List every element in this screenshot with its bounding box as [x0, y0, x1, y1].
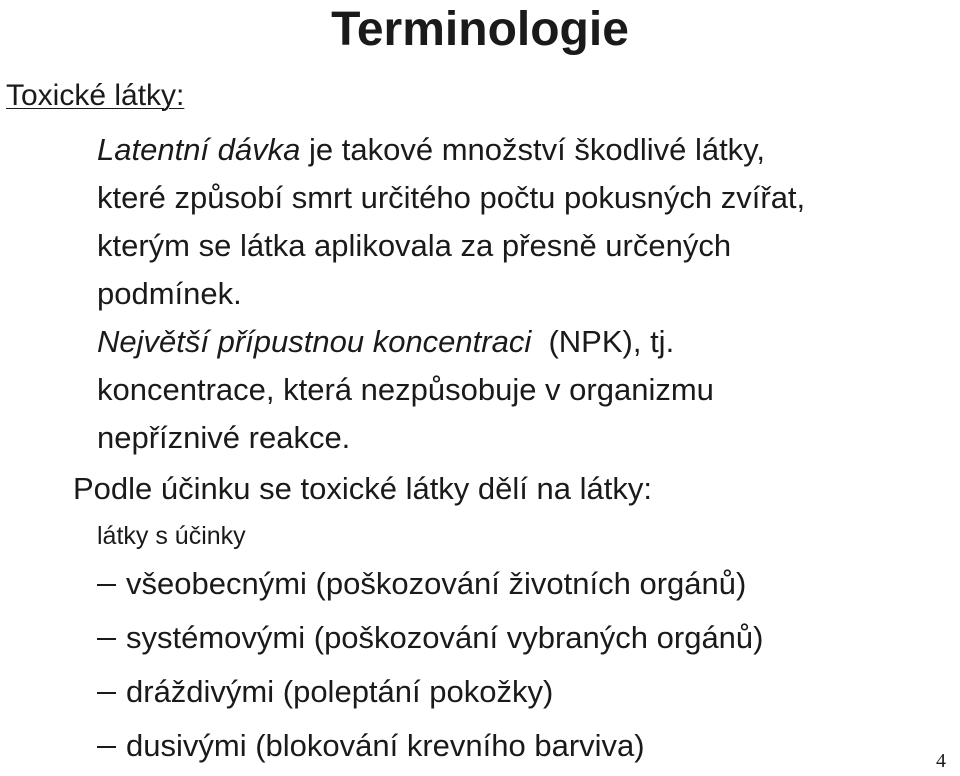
list-item	[97, 560, 763, 614]
list-item-text: dusivými (blokování krevního barviva)	[126, 728, 645, 763]
dash-bullet-icon	[97, 692, 116, 694]
list-item	[97, 614, 763, 668]
dash-bullet-icon	[97, 584, 116, 586]
effects-list	[97, 560, 763, 776]
paragraph-line	[97, 126, 805, 174]
list-item-text: všeobecnými (poškozování životních orgánů)	[126, 566, 747, 601]
effects-label: látky s účinky	[97, 522, 246, 550]
list-item	[97, 722, 763, 776]
paragraph-text: (NPK), tj.	[531, 324, 675, 359]
list-item-text: systémovými (poškozování vybraných orgánů)	[126, 620, 764, 655]
list-item-text: dráždivými (poleptání pokožky)	[126, 674, 554, 709]
paragraph-line: které způsobí smrt určitého počtu pokusných zvířat,	[97, 180, 806, 215]
paragraph-latent-dose	[97, 126, 805, 318]
paragraph-text: je takové množství škodlivé látky,	[300, 132, 765, 167]
dash-bullet-icon	[97, 746, 116, 748]
paragraph-line: koncentrace, která nezpůsobuje v organizmu	[97, 372, 714, 407]
section-subtitle: Toxické látky:	[6, 79, 185, 112]
list-item	[97, 668, 763, 722]
page-number: 4	[936, 750, 946, 772]
paragraph-line	[97, 318, 714, 366]
dash-bullet-icon	[97, 638, 116, 640]
term-npk: Největší přípustnou koncentraci	[97, 324, 532, 359]
term-latent-dose: Latentní dávka	[97, 132, 301, 167]
slide-title: Terminologie	[331, 3, 629, 56]
paragraph-line: kterým se látka aplikovala za přesně určených	[97, 228, 732, 263]
paragraph-line: podmínek.	[97, 276, 242, 311]
paragraph-npk	[97, 318, 714, 462]
paragraph-line: nepříznivé reakce.	[97, 420, 351, 455]
classification-lead: Podle účinku se toxické látky dělí na látky:	[73, 471, 652, 506]
